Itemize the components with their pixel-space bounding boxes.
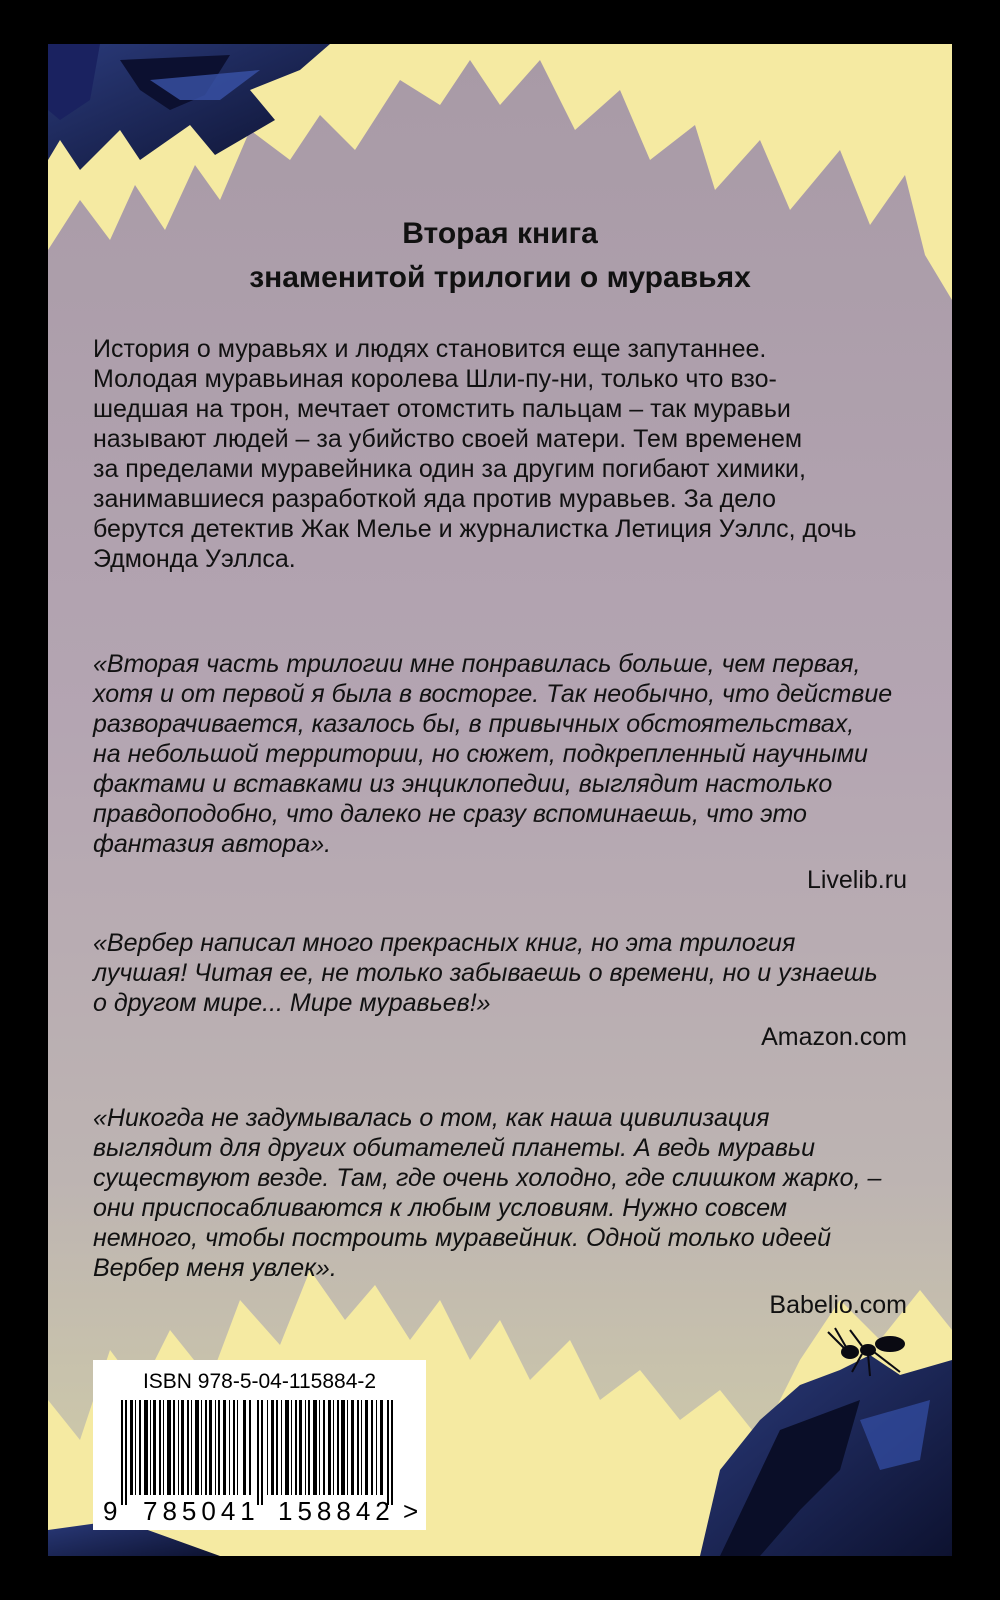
review-line: правдоподобно, что далеко не сразу вспоминаешь, что это	[93, 800, 807, 828]
review-line: фактами и вставками из энциклопедии, выглядит настолько	[93, 770, 833, 798]
isbn-digit-first: 9	[103, 1496, 118, 1526]
review-line: Вербер меня увлек».	[93, 1254, 337, 1282]
description-line: Эдмонда Уэллса.	[93, 545, 296, 573]
isbn-arrow: >	[403, 1496, 419, 1526]
review-quote-3	[93, 1103, 923, 1283]
review-quote-2	[93, 928, 923, 1018]
review-line: выглядит для других обитателей планеты. А ведь муравьи	[93, 1134, 815, 1162]
review-line: лучшая! Читая ее, не только забываешь о времени, но и узнаешь	[93, 959, 878, 987]
isbn-digits-group-1: 785041	[143, 1496, 260, 1526]
review-line: хотя и от первой я была в восторге. Так необычно, что действие	[93, 680, 893, 708]
review-line: «Вторая часть трилогии мне понравилась больше, чем первая,	[93, 650, 861, 678]
isbn-label: ISBN 978-5-04-115884-2	[142, 1370, 377, 1393]
isbn-barcode-block	[93, 1360, 426, 1530]
review-source-1: Livelib.ru	[806, 866, 907, 894]
review-line: «Вербер написал много прекрасных книг, но эта трилогия	[93, 929, 796, 957]
description-line: Молодая муравьиная королева Шли-пу-ни, только что взо-	[93, 365, 777, 393]
heading-line-2: знаменитой трилогии о муравьях	[249, 261, 751, 294]
review-line: разворачивается, казалось бы, в привычных обстоятельствах,	[93, 710, 855, 738]
book-heading	[100, 212, 900, 300]
description-line: шедшая на трон, мечтает отомстить пальцам – так муравьи	[93, 395, 791, 423]
book-description	[93, 334, 923, 574]
isbn-digits-group-2: 158842	[278, 1496, 395, 1526]
review-line: о другом мире... Мире муравьев!»	[93, 989, 491, 1017]
description-line: занимавшиеся разработкой яда против муравьев. За дело	[93, 485, 777, 513]
review-line: они приспосабливаются к любым условиям. Нужно совсем	[93, 1194, 788, 1222]
review-line: фантазия автора».	[93, 830, 332, 858]
review-line: существуют везде. Там, где очень холодно, где слишком жарко, –	[93, 1164, 882, 1192]
review-quote-1	[93, 649, 923, 859]
review-source-3: Babelio.com	[769, 1291, 907, 1319]
review-line: на небольшой территории, но сюжет, подкрепленный научными	[93, 740, 868, 768]
review-line: немного, чтобы построить муравейник. Одной только идеей	[93, 1224, 831, 1252]
description-line: История о муравьях и людях становится еще запутаннее.	[93, 335, 767, 363]
review-line: «Никогда не задумывалась о том, как наша цивилизация	[93, 1104, 770, 1132]
description-line: называют людей – за убийство своей матери. Тем временем	[93, 425, 803, 453]
description-line: берутся детектив Жак Мелье и журналистка Летиция Уэллс, дочь	[93, 515, 857, 543]
review-source-2: Amazon.com	[761, 1023, 907, 1051]
description-line: за пределами муравейника один за другим погибают химики,	[93, 455, 806, 483]
heading-line-1: Вторая книга	[402, 217, 598, 250]
